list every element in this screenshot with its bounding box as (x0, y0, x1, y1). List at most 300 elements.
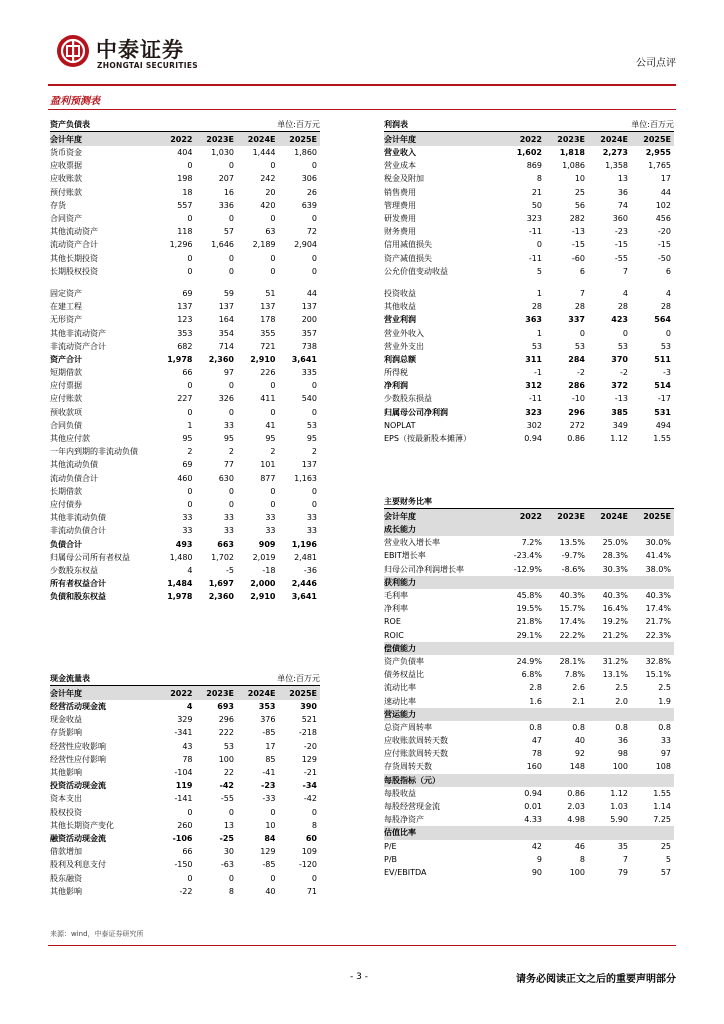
row-value: 148 (569, 762, 585, 772)
row-value: 1,978 (167, 592, 193, 602)
row-value: 663 (217, 539, 234, 549)
row-value: -63 (220, 860, 234, 870)
table-row (50, 806, 320, 819)
balance-title: 资产负债表 (50, 120, 90, 129)
page-number: - 3 - (350, 972, 368, 982)
row-value: 0 (228, 214, 234, 224)
row-value (545, 708, 588, 721)
section-divider (48, 109, 676, 110)
row-value: -2 (620, 368, 628, 378)
row-value: 0 (311, 873, 317, 883)
ratios-table (384, 509, 674, 879)
row-value: 1,765 (648, 161, 671, 171)
table-row (50, 225, 320, 238)
row-value: 40 (574, 736, 585, 746)
table-row (384, 734, 674, 747)
row-value: 22 (223, 768, 234, 778)
row-value: 0 (187, 161, 193, 171)
row-value: 1,860 (294, 148, 317, 158)
row-label: P/B (384, 854, 398, 864)
row-label: 无形资产 (50, 315, 82, 325)
row-value: 56 (574, 200, 585, 210)
document-type: 公司点评 (636, 58, 676, 69)
row-label: 负债和股东权益 (50, 592, 106, 602)
table-row (384, 252, 674, 265)
row-value: 19.5% (516, 604, 542, 614)
row-value: 353 (177, 328, 193, 338)
ratios-header-row (384, 509, 674, 523)
table-row (384, 853, 674, 866)
row-value: 2,910 (250, 354, 276, 364)
row-value: 337 (568, 315, 585, 325)
row-value: 44 (306, 288, 317, 298)
row-value: 8 (228, 886, 234, 896)
row-label: EPS（按最新股本摊薄） (384, 434, 471, 444)
row-value: 7 (622, 266, 628, 276)
table-row (384, 629, 674, 642)
row-value: -13 (571, 227, 585, 237)
row-value: 2.1 (572, 696, 585, 706)
row-value: 1.6 (529, 696, 542, 706)
row-value: 46 (574, 841, 585, 851)
row-label: 管理费用 (384, 200, 416, 210)
cashflow-unit: 单位:百万元 (277, 674, 320, 683)
row-value: 33 (265, 513, 276, 523)
table-row (384, 774, 674, 787)
row-label: 营业外收入 (384, 328, 424, 338)
row-value: 178 (260, 315, 276, 325)
row-value: -10 (571, 394, 585, 404)
table-row (50, 485, 320, 498)
row-value: 385 (611, 407, 628, 417)
row-value (588, 576, 631, 589)
row-value: 1.12 (610, 434, 628, 444)
row-label: 资本支出 (50, 794, 82, 804)
row-value: 7 (579, 288, 585, 298)
row-value: 137 (218, 302, 234, 312)
row-label: 销售费用 (384, 187, 416, 197)
year-header: 2022 (502, 132, 545, 146)
table-row (50, 871, 320, 884)
table-row (384, 146, 674, 159)
row-value: 6 (579, 266, 585, 276)
row-value: 17.4% (645, 604, 671, 614)
row-value: 7.8% (564, 670, 585, 680)
row-value: 0 (270, 381, 276, 391)
row-label: 非流动资产合计 (50, 341, 106, 351)
row-value: 353 (258, 702, 276, 712)
row-label: 归母公司净利润增长率 (384, 564, 464, 574)
row-label: 预付账款 (50, 187, 82, 197)
row-label: 每股净资产 (384, 815, 424, 825)
row-value: 100 (218, 754, 234, 764)
row-value: 1,444 (252, 148, 276, 158)
row-label: 短期借款 (50, 368, 82, 378)
row-label: 营业利润 (384, 315, 416, 325)
row-value: 721 (260, 341, 276, 351)
row-value: 531 (654, 407, 671, 417)
row-value: 0 (187, 873, 193, 883)
row-value: 0 (311, 253, 317, 263)
year-header: 2023E (196, 132, 238, 146)
row-value: 2.03 (567, 802, 585, 812)
row-value: 41 (265, 420, 276, 430)
year-header: 2024E (588, 509, 631, 523)
row-value: 0 (228, 381, 234, 391)
row-value: 137 (177, 302, 193, 312)
row-value: 1,086 (562, 161, 585, 171)
row-value: 51 (265, 288, 276, 298)
row-value: -15 (657, 240, 671, 250)
row-value: -20 (657, 227, 671, 237)
row-label: 预收款项 (50, 407, 82, 417)
row-value: 0 (187, 486, 193, 496)
year-header: 2023E (545, 509, 588, 523)
row-value: 390 (300, 702, 317, 712)
row-label: 应付债券 (50, 499, 82, 509)
row-value: 57 (660, 867, 671, 877)
table-row (384, 655, 674, 668)
row-value: 0.94 (524, 788, 542, 798)
row-value: 355 (260, 328, 276, 338)
row-label: 流动负债合计 (50, 473, 98, 483)
row-value: 71 (306, 886, 317, 896)
table-row (50, 300, 320, 313)
table-row (384, 760, 674, 773)
row-value: -8.6% (561, 564, 585, 574)
table-row (384, 708, 674, 721)
row-value: 260 (177, 820, 193, 830)
row-value: 323 (525, 407, 542, 417)
row-value: 13 (617, 174, 628, 184)
row-value: 6.8% (521, 670, 542, 680)
table-row (384, 615, 674, 628)
row-value: -21 (303, 768, 317, 778)
row-label: P/E (384, 841, 397, 851)
row-value: 1,646 (211, 240, 234, 250)
row-label: 所有者权益合计 (50, 579, 106, 589)
table-row (384, 159, 674, 172)
table-row (384, 642, 674, 655)
row-label: ROIC (384, 630, 404, 640)
row-value: 222 (218, 728, 234, 738)
row-label: 所得税 (384, 368, 408, 378)
row-value: 521 (301, 715, 317, 725)
row-label: 负债合计 (50, 539, 82, 549)
table-row (50, 590, 320, 603)
table-row (50, 379, 320, 392)
table-row (50, 498, 320, 511)
row-value: 97 (223, 368, 234, 378)
row-value: 18 (182, 187, 193, 197)
row-value: 200 (301, 315, 317, 325)
row-value: 376 (260, 715, 276, 725)
table-row (50, 186, 320, 199)
row-value: 137 (260, 302, 276, 312)
table-row (50, 265, 320, 278)
table-row (50, 472, 320, 485)
row-value: 420 (260, 200, 276, 210)
row-value: 4 (186, 702, 193, 712)
row-value: 198 (177, 174, 193, 184)
row-value: 21.7% (645, 617, 671, 627)
row-label: 研发费用 (384, 214, 416, 224)
table-row (50, 537, 320, 550)
table-row (50, 564, 320, 577)
row-value: -41 (262, 768, 276, 778)
row-value: 1,697 (208, 579, 234, 589)
row-value: 296 (218, 715, 234, 725)
row-label: 总资产周转率 (384, 722, 432, 732)
table-row (50, 445, 320, 458)
row-value: -17 (657, 394, 671, 404)
row-label: 利润总额 (384, 354, 416, 364)
row-value: 53 (306, 420, 317, 430)
row-value: 282 (569, 214, 585, 224)
row-value: -25 (219, 833, 234, 843)
header-label: 会计年度 (50, 686, 154, 700)
table-row (50, 326, 320, 339)
row-value: 2 (311, 447, 317, 457)
row-value: -2 (577, 368, 585, 378)
row-value: -85 (262, 860, 276, 870)
row-value: -22 (179, 886, 193, 896)
row-label: 少数股东损益 (384, 394, 432, 404)
source-note: 来源：wind，中泰证券研究所 (50, 930, 144, 938)
table-row (384, 668, 674, 681)
row-value: 72 (306, 227, 317, 237)
row-value: -42 (219, 781, 234, 791)
row-value: 0 (228, 407, 234, 417)
row-label: 速动比率 (384, 696, 416, 706)
table-row (50, 792, 320, 805)
row-value: 326 (218, 394, 234, 404)
row-value: 272 (569, 420, 585, 430)
row-value: -60 (571, 253, 585, 263)
table-row (50, 432, 320, 445)
row-value: 32.8% (645, 656, 671, 666)
financial-ratios-panel (384, 493, 674, 879)
row-value (502, 826, 545, 839)
row-label: 合同资产 (50, 214, 82, 224)
row-value: 53 (223, 741, 234, 751)
row-value: 349 (612, 420, 628, 430)
row-value: 4.33 (524, 815, 542, 825)
row-value: 0 (311, 266, 317, 276)
row-value: -34 (302, 781, 317, 791)
row-value: 1 (536, 328, 542, 338)
row-label: 其他应付款 (50, 434, 90, 444)
table-row (384, 694, 674, 707)
row-label: 其他非流动负债 (50, 513, 106, 523)
row-value: 8 (536, 174, 542, 184)
row-value: 38.0% (645, 564, 671, 574)
row-label: 长期借款 (50, 486, 82, 496)
row-value: 69 (182, 460, 193, 470)
row-value: 0 (311, 486, 317, 496)
table-row (384, 300, 674, 313)
row-value: 69 (182, 288, 193, 298)
row-value: 30 (223, 847, 234, 857)
table-row (50, 252, 320, 265)
row-value: 33 (223, 513, 234, 523)
row-value: 13 (223, 820, 234, 830)
row-value: 10 (574, 174, 585, 184)
table-row (50, 753, 320, 766)
year-header: 2025E (279, 686, 321, 700)
row-value: 3,641 (291, 354, 317, 364)
row-value: 0.86 (567, 434, 585, 444)
row-value: 311 (525, 354, 542, 364)
table-row (50, 766, 320, 779)
table-row (384, 287, 674, 300)
cashflow-table (50, 686, 320, 898)
table-row (384, 536, 674, 549)
row-value: -23.4% (513, 551, 542, 561)
row-value: 0 (187, 266, 193, 276)
table-row (384, 212, 674, 225)
row-value: 0 (270, 214, 276, 224)
row-value: 129 (260, 847, 276, 857)
row-value: 40 (265, 886, 276, 896)
row-value: 17 (660, 174, 671, 184)
row-value (631, 642, 674, 655)
cashflow-title: 现金流量表 (50, 674, 90, 683)
row-value: 1,978 (167, 354, 193, 364)
row-value: -11 (528, 253, 542, 263)
table-row (384, 172, 674, 185)
row-value: 7.25 (653, 815, 671, 825)
row-value: 53 (531, 341, 542, 351)
row-value: 1.9 (658, 696, 671, 706)
table-row (384, 432, 674, 445)
row-value: -106 (172, 833, 193, 843)
row-value: 2,955 (645, 148, 671, 158)
row-value: 15.7% (559, 604, 585, 614)
row-value: -104 (174, 768, 193, 778)
row-value: 101 (260, 460, 276, 470)
row-value: 738 (301, 341, 317, 351)
table-row (384, 366, 674, 379)
row-value: -11 (528, 227, 542, 237)
year-header: 2024E (588, 132, 631, 146)
row-value: 0 (311, 499, 317, 509)
row-value (502, 774, 545, 787)
row-value: 59 (223, 288, 234, 298)
row-value: 3,641 (291, 592, 317, 602)
row-label: 偿债能力 (384, 642, 502, 655)
row-value: 357 (301, 328, 317, 338)
table-row (50, 845, 320, 858)
row-label: 其他收益 (384, 302, 416, 312)
row-value: 1.55 (653, 434, 671, 444)
row-value: -12.9% (513, 564, 542, 574)
row-value: 79 (617, 867, 628, 877)
row-value: 306 (301, 174, 317, 184)
row-value: 0 (187, 407, 193, 417)
table-row (384, 576, 674, 589)
row-value: 0 (187, 381, 193, 391)
row-value: 22.3% (645, 630, 671, 640)
year-header: 2022 (502, 509, 545, 523)
table-row (384, 602, 674, 615)
table-row (50, 238, 320, 251)
row-label: 固定资产 (50, 288, 82, 298)
row-value: 1,030 (211, 148, 234, 158)
row-value: -11 (528, 394, 542, 404)
row-value: 2,481 (294, 552, 317, 562)
row-value: 63 (265, 227, 276, 237)
row-value: 41.4% (645, 551, 671, 561)
brand-name-cn: 中泰证券 (96, 38, 184, 62)
row-label: 其他非流动资产 (50, 328, 106, 338)
row-value: 30.0% (645, 538, 671, 548)
row-value: 207 (218, 174, 234, 184)
row-value: 60 (305, 833, 317, 843)
table-row (50, 313, 320, 326)
row-value: 1,702 (211, 552, 234, 562)
year-header: 2023E (545, 132, 588, 146)
row-value: 84 (264, 833, 276, 843)
row-value: 2,360 (208, 354, 234, 364)
table-row (384, 523, 674, 536)
row-value: -1 (534, 368, 542, 378)
row-value: 1 (536, 288, 542, 298)
row-value: 2,446 (291, 579, 317, 589)
row-value: -13 (614, 394, 628, 404)
row-value: 25.0% (602, 538, 628, 548)
row-label: 营业成本 (384, 161, 416, 171)
table-row (50, 779, 320, 792)
row-value: 109 (301, 847, 317, 857)
income-table (384, 132, 674, 445)
table-row (384, 199, 674, 212)
table-row (384, 313, 674, 326)
row-value: 50 (531, 200, 542, 210)
table-row (50, 700, 320, 713)
row-label: NOPLAT (384, 420, 416, 430)
row-value: 227 (177, 394, 193, 404)
row-value: -218 (298, 728, 317, 738)
table-row (50, 419, 320, 432)
row-value: 35 (617, 841, 628, 851)
row-value: 78 (531, 749, 542, 759)
row-value: 2.5 (658, 683, 671, 693)
row-value: 66 (182, 847, 193, 857)
row-value: 286 (568, 381, 585, 391)
income-title: 利润表 (384, 120, 408, 129)
row-value: 45.8% (516, 591, 542, 601)
year-header: 2024E (237, 132, 279, 146)
row-value: 2,019 (252, 552, 276, 562)
row-label: 融资活动现金流 (50, 833, 106, 843)
row-value: 0 (311, 161, 317, 171)
row-value (545, 774, 588, 787)
row-value: 119 (175, 781, 193, 791)
row-value (631, 523, 674, 536)
row-value: 28 (660, 302, 671, 312)
row-label: 投资活动现金流 (50, 781, 106, 791)
row-value (588, 826, 631, 839)
row-value (502, 576, 545, 589)
row-value: 0 (187, 807, 193, 817)
row-value: 630 (218, 473, 234, 483)
row-value: 2,189 (252, 240, 276, 250)
row-label: 成长能力 (384, 523, 502, 536)
row-label: 其他长期投资 (50, 253, 98, 263)
row-value: 160 (526, 762, 542, 772)
income-header-row (384, 132, 674, 146)
